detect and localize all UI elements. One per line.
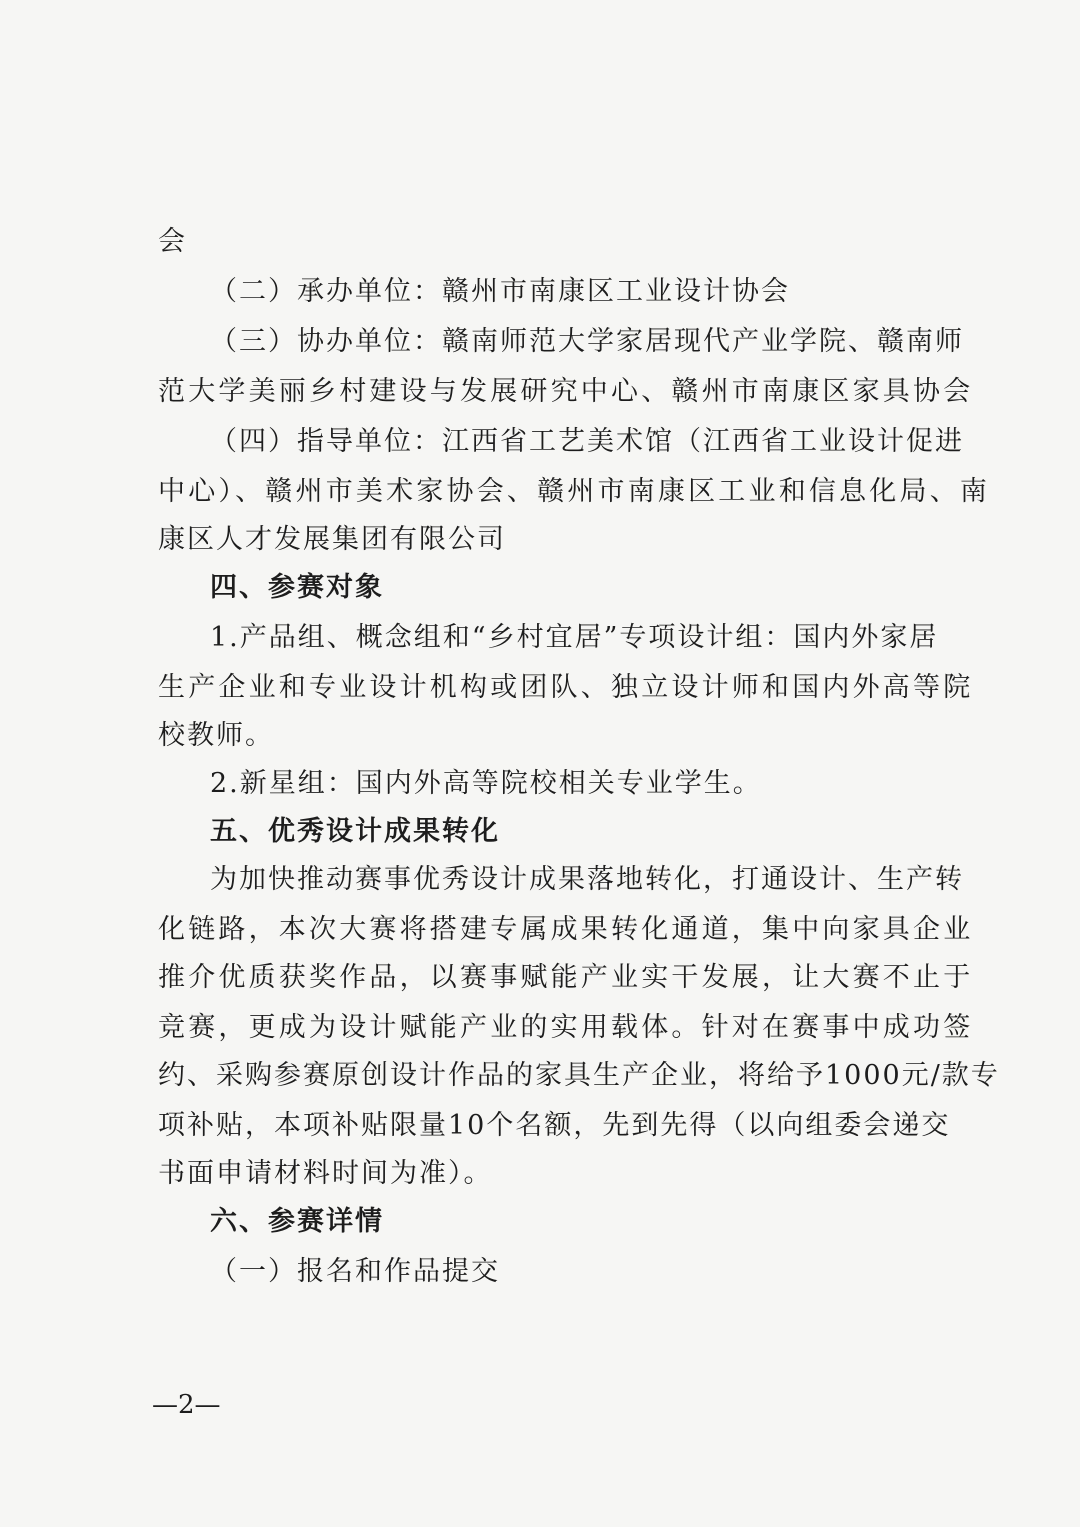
section-heading: 六、参赛详情 <box>210 1206 384 1237</box>
text-line: 项补贴，本项补贴限量10个名额，先到先得（以向组委会递交 <box>158 1110 951 1141</box>
text-line: 中心）、赣州市美术家协会、赣州市南康区工业和信息化局、南 <box>158 476 991 507</box>
text-line: 1.产品组、概念组和“乡村宜居”专项设计组：国内外家居 <box>210 622 939 653</box>
text-line: 会 <box>158 226 187 257</box>
text-line: （四）指导单位：江西省工艺美术馆（江西省工业设计促进 <box>210 426 964 457</box>
section-heading: 五、优秀设计成果转化 <box>210 816 500 847</box>
page-number: —2— <box>152 1390 221 1420</box>
text-line: 康区人才发展集团有限公司 <box>158 524 506 555</box>
text-line: （二）承办单位：赣州市南康区工业设计协会 <box>210 276 790 307</box>
text-line: 生产企业和专业设计机构或团队、独立设计师和国内外高等院 <box>158 672 974 703</box>
text-line: 范大学美丽乡村建设与发展研究中心、赣州市南康区家具协会 <box>158 376 974 407</box>
text-line: 约、采购参赛原创设计作品的家具生产企业，将给予1000元/款专 <box>158 1060 1000 1091</box>
text-line: 为加快推动赛事优秀设计成果落地转化，打通设计、生产转 <box>210 864 964 895</box>
text-line: （一）报名和作品提交 <box>210 1256 500 1287</box>
text-line: 推介优质获奖作品，以赛事赋能产业实干发展，让大赛不止于 <box>158 962 974 993</box>
text-line: 竞赛，更成为设计赋能产业的实用载体。针对在赛事中成功签 <box>158 1012 974 1043</box>
text-line: 2.新星组：国内外高等院校相关专业学生。 <box>210 768 762 799</box>
text-line: （三）协办单位：赣南师范大学家居现代产业学院、赣南师 <box>210 326 964 357</box>
text-line: 书面申请材料时间为准）。 <box>158 1158 493 1189</box>
section-heading: 四、参赛对象 <box>210 572 384 603</box>
text-line: 校教师。 <box>158 720 274 751</box>
text-line: 化链路，本次大赛将搭建专属成果转化通道，集中向家具企业 <box>158 914 974 945</box>
